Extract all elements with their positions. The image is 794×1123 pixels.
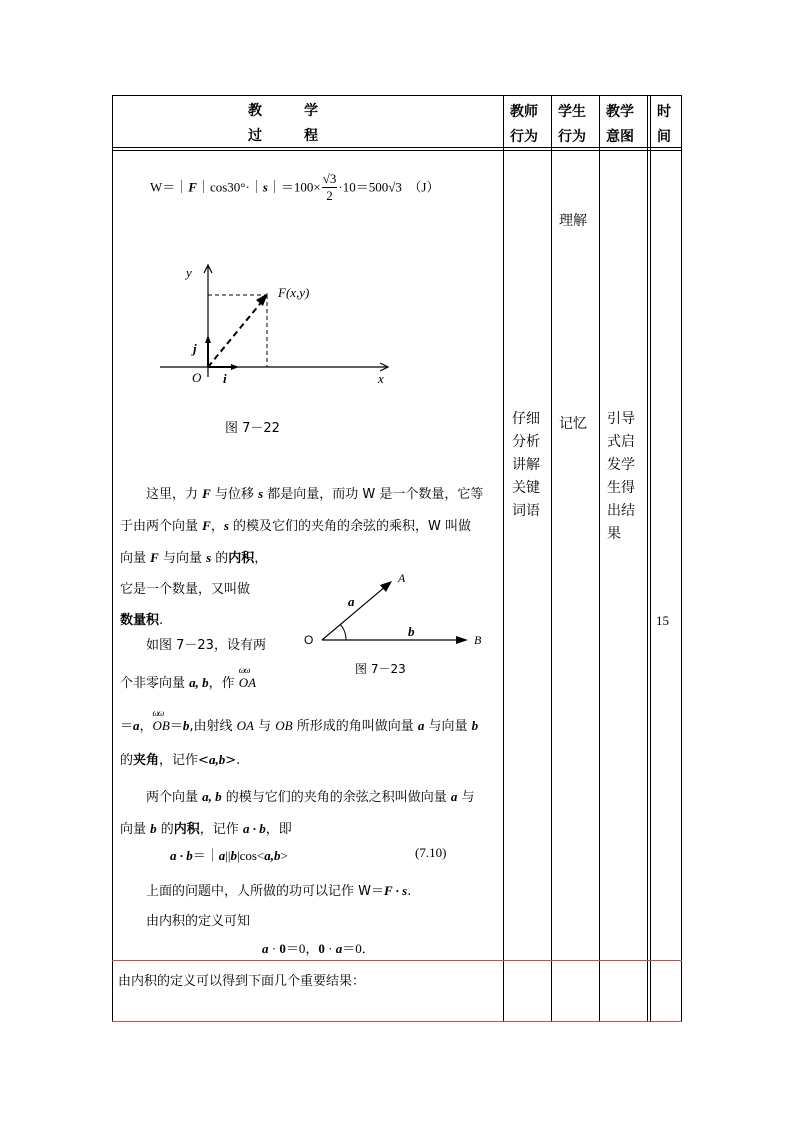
col-divider-1 [503, 95, 504, 1022]
i-label: i [223, 371, 227, 386]
vector-OB: ωω OB [152, 708, 170, 733]
col-divider-2 [551, 95, 552, 1022]
header-teacher-behavior: 教师 行为 [510, 104, 538, 145]
table-left-border [112, 95, 113, 1022]
header-time: 时 间 [657, 104, 671, 145]
bottom-row-text: 由内积的定义可以得到下面几个重要结果： [118, 974, 366, 989]
header-xue: 学 [304, 103, 318, 119]
table-top-border [112, 95, 682, 96]
table-right-border [681, 95, 682, 1022]
paragraph-angle-line4: 的夹角，记作<a,b>. [120, 752, 241, 768]
vector-b-label: b [408, 624, 415, 639]
ray-OB-arrowhead [456, 636, 468, 644]
paragraph-angle-line2: 个非零向量 a, b，作 ωω OA [120, 665, 257, 691]
formula-number: (7.10) [415, 845, 447, 860]
col-divider-3 [599, 95, 600, 1022]
vector-i-arrowhead [231, 364, 239, 370]
col-divider-4 [647, 95, 648, 1022]
O-label: O [304, 633, 314, 647]
figure-7-22 [150, 255, 410, 395]
col-divider-4b [650, 95, 651, 1022]
work-formula: W＝｜F｜cos30°·｜s｜＝100× $\frac{√3}{2}$ ·10＝500√3 （J） [150, 171, 440, 203]
header-teaching [248, 100, 262, 120]
paragraph-inner-product-def: 两个向量 a, b 的模与它们的夹角的余弦之积叫做向量 a 与 向量 b 的内积，记作 a · b，即 [120, 789, 475, 837]
A-label: A [398, 571, 406, 585]
teacher-behavior-cell: 仔细 分析 讲解 关键 词语 [512, 411, 540, 519]
header-teaching-intent: 教学 意图 [606, 104, 634, 145]
table-bottom-border [112, 1021, 682, 1022]
header-bottom-border-2 [112, 150, 682, 151]
x-label: x [378, 371, 384, 386]
origin-label: O [192, 370, 202, 385]
header-student-behavior: 学生 行为 [558, 104, 586, 145]
vector-j-arrowhead [205, 335, 211, 343]
teaching-intent-cell: 引导 式启 发学 生得 出结 果 [607, 411, 635, 542]
vector-F [208, 299, 264, 367]
paragraph-angle-line3: ＝a， ωω OB＝b,由射线 OA 与 OB 所形成的角叫做向量 a 与向量 b [120, 708, 479, 734]
student-behavior-memorize: 记忆 [559, 416, 587, 432]
header-guo: 过 [248, 128, 262, 144]
student-behavior-understand: 理解 [559, 213, 587, 229]
figure-7-23 [298, 566, 498, 652]
fraction: $\frac{√3}{2}$ [322, 171, 337, 203]
ray-OA-arrowhead [380, 581, 392, 592]
F-point-label: F(x,y) [278, 285, 310, 300]
inner-product-formula: a · b＝｜a||b|cos<a,b> [170, 848, 288, 863]
paragraph-angle-line1: 如图 7－23，设有两 [146, 638, 266, 653]
angle-arc [340, 624, 346, 640]
vector-a-label: a [348, 594, 355, 609]
row-divider [112, 960, 682, 961]
vector-OA: ωω OA [238, 665, 257, 690]
header-cheng: 程 [304, 128, 318, 144]
y-label: y [186, 265, 192, 280]
paragraph-work-definition: 这里，力 F 与位移 s 都是向量，而功 W 是一个数量，它等 于由两个向量 F，s 的模及它们的夹角的余弦的乘积，W 叫做 向量 F 与向量 s 的内积， 它是一个数量，又叫做 数量积. [120, 486, 484, 628]
figure-7-22-caption: 图 7－22 [225, 421, 280, 436]
header-jiao: 教 [248, 103, 262, 119]
time-value: 15 [656, 613, 669, 628]
figure-7-23-caption: 图 7－23 [355, 662, 406, 676]
zero-vector-formula: a · 0＝0，0 · a＝0． [262, 941, 375, 956]
B-label: B [474, 633, 482, 647]
j-label: j [193, 341, 197, 356]
paragraph-work-notation: 上面的问题中，人所做的功可以记作 W＝F · s. 由内积的定义可知 [146, 883, 412, 929]
header-bottom-border [112, 147, 682, 148]
